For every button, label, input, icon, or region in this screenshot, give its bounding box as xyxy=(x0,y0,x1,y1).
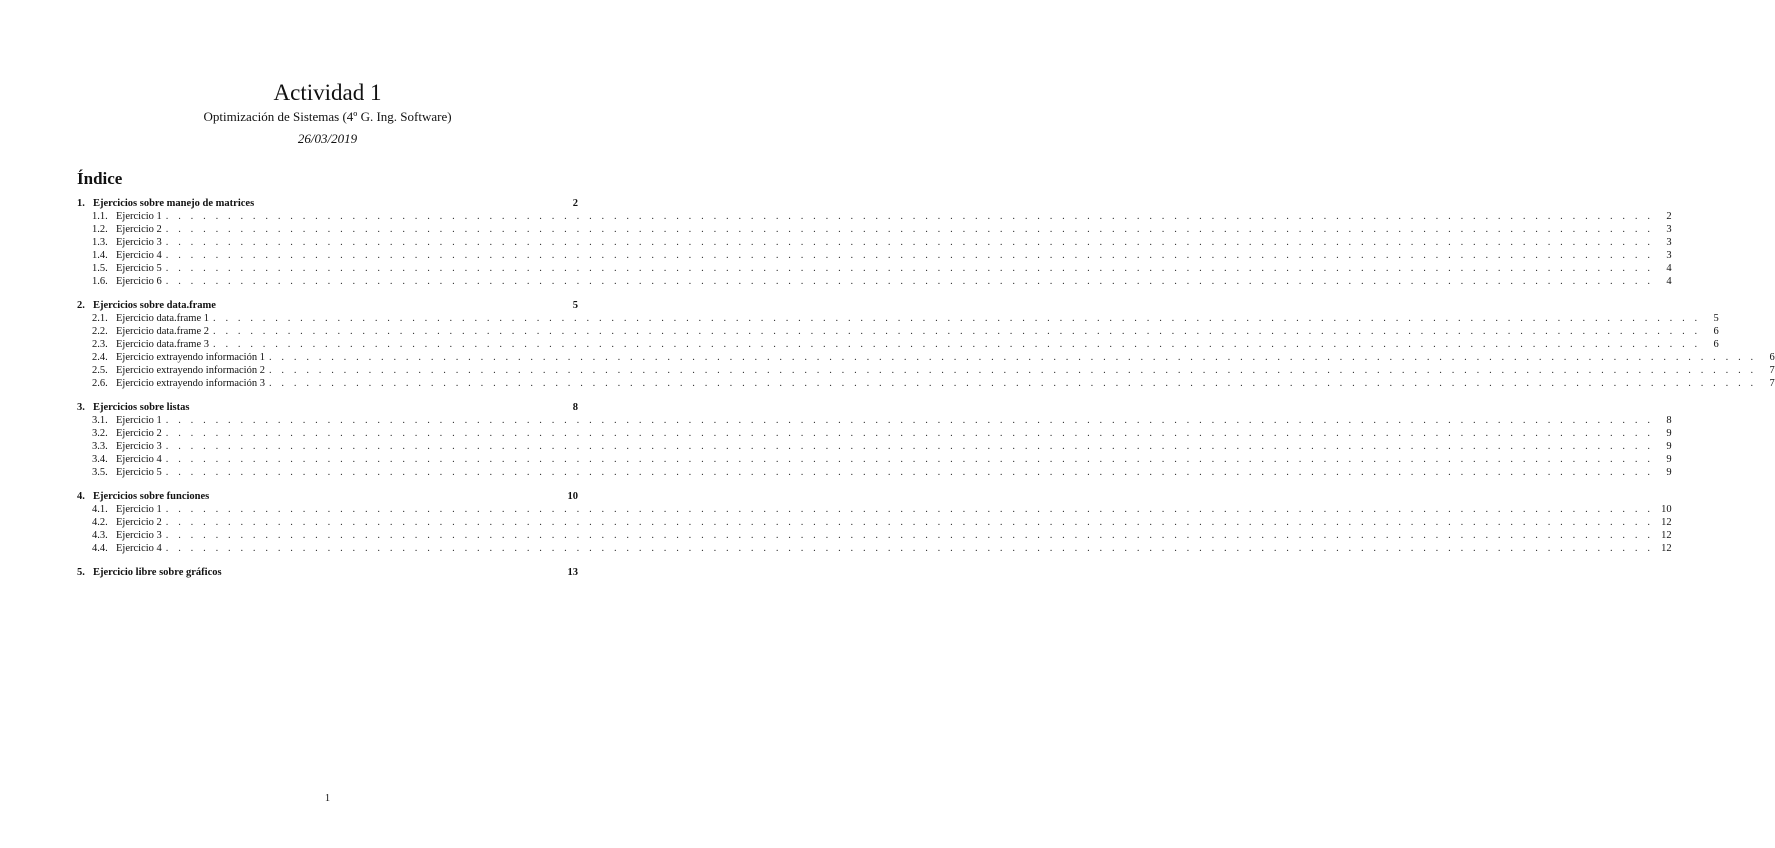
toc-subsection-number: 2.3. xyxy=(92,339,108,350)
toc-subsection-page: 4 xyxy=(1666,263,1672,274)
toc-subsection-title: Ejercicio 3 xyxy=(116,441,162,452)
table-of-contents xyxy=(77,197,1775,579)
toc-subsection-page: 3 xyxy=(1666,250,1672,261)
toc-subsection-title: Ejercicio 5 xyxy=(116,467,162,478)
toc-subsection-page: 9 xyxy=(1666,454,1672,465)
toc-subsection-page: 6 xyxy=(1713,326,1719,337)
toc-subsection-page: 8 xyxy=(1666,415,1672,426)
toc-dot-leader: . . . . . . . . . . . . . . . . . . . . . . . . . . . . . . . . . . . . . . . . . . . . . . . . . . . . . . . . . . . . . . . . . . . . . . . . . . . . . . . . . . . . . . . . . . . . . . . . . . . . . . . . . . . . . . . . . . . . . . . . xyxy=(165,276,1654,287)
toc-section-entry[interactable] xyxy=(77,401,578,414)
toc-dot-leader: . . . . . . . . . . . . . . . . . . . . . . . . . . . . . . . . . . . . . . . . . . . . . . . . . . . . . . . . . . . . . . . . . . . . . . . . . . . . . . . . . . . . . . . . . . . . . . . . . . . . . . . . . . . . . . . . . . . . . . . . xyxy=(165,428,1654,439)
toc-dot-leader: . . . . . . . . . . . . . . . . . . . . . . . . . . . . . . . . . . . . . . . . . . . . . . . . . . . . . . . . . . . . . . . . . . . . . . . . . . . . . . . . . . . . . . . . . . . . . . . . . . . . . . . . . . . . . . . . . . . . . . . . xyxy=(165,250,1654,261)
document-title: Actividad 1 xyxy=(273,80,382,105)
toc-section-number: 1. xyxy=(77,198,85,209)
toc-subsection-title: Ejercicio extrayendo información 3 xyxy=(116,378,265,389)
toc-subsection-entry[interactable] xyxy=(77,427,1672,440)
toc-subsection-entry[interactable] xyxy=(77,262,1672,275)
toc-subsection-number: 3.2. xyxy=(92,428,108,439)
toc-subsection-title: Ejercicio 6 xyxy=(116,276,162,287)
toc-section-number: 4. xyxy=(77,491,85,502)
toc-subsection-page: 9 xyxy=(1666,441,1672,452)
toc-dot-leader: . . . . . . . . . . . . . . . . . . . . . . . . . . . . . . . . . . . . . . . . . . . . . . . . . . . . . . . . . . . . . . . . . . . . . . . . . . . . . . . . . . . . . . . . . . . . . . . . . . . . . . . . . . . . . . . . . . . . . . . . xyxy=(165,543,1654,554)
toc-dot-leader: . . . . . . . . . . . . . . . . . . . . . . . . . . . . . . . . . . . . . . . . . . . . . . . . . . . . . . . . . . . . . . . . . . . . . . . . . . . . . . . . . . . . . . . . . . . . . . . . . . . . . . . . . . . . . . . . . . . . . . . . xyxy=(165,224,1654,235)
toc-section-gap xyxy=(77,390,578,401)
toc-subsection-entry[interactable] xyxy=(77,542,1672,555)
toc-subsection-number: 4.2. xyxy=(92,517,108,528)
toc-subsection-page: 3 xyxy=(1666,224,1672,235)
toc-subsection-title: Ejercicio data.frame 3 xyxy=(116,339,209,350)
toc-dot-leader: . . . . . . . . . . . . . . . . . . . . . . . . . . . . . . . . . . . . . . . . . . . . . . . . . . . . . . . . . . . . . . . . . . . . . . . . . . . . . . . . . . . . . . . . . . . . . . . . . . . . . . . . . . . . . . . . . . . . . . . . xyxy=(165,237,1654,248)
toc-subsection-entry[interactable] xyxy=(77,516,1672,529)
toc-subsection-title: Ejercicio 2 xyxy=(116,517,162,528)
toc-subsection-number: 1.3. xyxy=(92,237,108,248)
toc-subsection-page: 7 xyxy=(1769,378,1775,389)
toc-subsection-page: 12 xyxy=(1661,517,1672,528)
toc-subsection-number: 1.5. xyxy=(92,263,108,274)
toc-subsection-title: Ejercicio 3 xyxy=(116,237,162,248)
toc-subsection-page: 2 xyxy=(1666,211,1672,222)
toc-section-gap xyxy=(77,288,578,299)
toc-subsection-number: 1.6. xyxy=(92,276,108,287)
toc-subsection-page: 3 xyxy=(1666,237,1672,248)
toc-section-number: 3. xyxy=(77,402,85,413)
toc-section-number: 2. xyxy=(77,300,85,311)
toc-subsection-page: 10 xyxy=(1661,504,1672,515)
toc-dot-leader: . . . . . . . . . . . . . . . . . . . . . . . . . . . . . . . . . . . . . . . . . . . . . . . . . . . . . . . . . . . . . . . . . . . . . . . . . . . . . . . . . . . . . . . . . . . . . . . . . . . . . . . . . . . . . . . . . . . . . . . . xyxy=(213,339,1701,350)
toc-subsection-entry[interactable] xyxy=(77,275,1672,288)
toc-subsection-title: Ejercicio 4 xyxy=(116,454,162,465)
toc-subsection-title: Ejercicio data.frame 1 xyxy=(116,313,209,324)
toc-subsection-entry[interactable] xyxy=(77,312,1719,325)
toc-dot-leader: . . . . . . . . . . . . . . . . . . . . . . . . . . . . . . . . . . . . . . . . . . . . . . . . . . . . . . . . . . . . . . . . . . . . . . . . . . . . . . . . . . . . . . . . . . . . . . . . . . . . . . . . . . . . . . . . . . . . . . . . xyxy=(165,441,1654,452)
toc-dot-leader: . . . . . . . . . . . . . . . . . . . . . . . . . . . . . . . . . . . . . . . . . . . . . . . . . . . . . . . . . . . . . . . . . . . . . . . . . . . . . . . . . . . . . . . . . . . . . . . . . . . . . . . . . . . . . . . . . . . . . . . . xyxy=(268,365,1757,376)
toc-dot-leader: . . . . . . . . . . . . . . . . . . . . . . . . . . . . . . . . . . . . . . . . . . . . . . . . . . . . . . . . . . . . . . . . . . . . . . . . . . . . . . . . . . . . . . . . . . . . . . . . . . . . . . . . . . . . . . . . . . . . . . . . xyxy=(165,504,1654,515)
toc-subsection-entry[interactable] xyxy=(77,351,1775,364)
toc-subsection-number: 4.3. xyxy=(92,530,108,541)
toc-section-gap xyxy=(77,555,578,566)
toc-dot-leader: . . . . . . . . . . . . . . . . . . . . . . . . . . . . . . . . . . . . . . . . . . . . . . . . . . . . . . . . . . . . . . . . . . . . . . . . . . . . . . . . . . . . . . . . . . . . . . . . . . . . . . . . . . . . . . . . . . . . . . . . xyxy=(213,326,1701,337)
toc-dot-leader: . . . . . . . . . . . . . . . . . . . . . . . . . . . . . . . . . . . . . . . . . . . . . . . . . . . . . . . . . . . . . . . . . . . . . . . . . . . . . . . . . . . . . . . . . . . . . . . . . . . . . . . . . . . . . . . . . . . . . . . . xyxy=(165,517,1654,528)
toc-section-title: Ejercicios sobre data.frame xyxy=(93,300,216,311)
toc-subsection-number: 2.5. xyxy=(92,365,108,376)
toc-subsection-title: Ejercicio data.frame 2 xyxy=(116,326,209,337)
toc-section-title: Ejercicios sobre manejo de matrices xyxy=(93,198,255,209)
toc-section-entry[interactable] xyxy=(77,299,578,312)
toc-dot-leader: . . . . . . . . . . . . . . . . . . . . . . . . . . . . . . . . . . . . . . . . . . . . . . . . . . . . . . . . . . . . . . . . . . . . . . . . . . . . . . . . . . . . . . . . . . . . . . . . . . . . . . . . . . . . . . . . . . . . . . . . xyxy=(165,467,1654,478)
toc-subsection-title: Ejercicio 5 xyxy=(116,263,162,274)
toc-subsection-title: Ejercicio extrayendo información 2 xyxy=(116,365,265,376)
toc-subsection-number: 2.2. xyxy=(92,326,108,337)
toc-subsection-page: 9 xyxy=(1666,467,1672,478)
toc-subsection-number: 2.1. xyxy=(92,313,108,324)
toc-section-entry[interactable] xyxy=(77,197,578,210)
toc-section-page: 8 xyxy=(572,402,578,413)
toc-subsection-title: Ejercicio extrayendo información 1 xyxy=(116,352,265,363)
toc-section-title: Ejercicios sobre listas xyxy=(93,402,190,413)
toc-subsection-number: 1.2. xyxy=(92,224,108,235)
toc-section-number: 5. xyxy=(77,567,85,578)
toc-dot-leader: . . . . . . . . . . . . . . . . . . . . . . . . . . . . . . . . . . . . . . . . . . . . . . . . . . . . . . . . . . . . . . . . . . . . . . . . . . . . . . . . . . . . . . . . . . . . . . . . . . . . . . . . . . . . . . . . . . . . . . . . xyxy=(165,415,1654,426)
toc-subsection-entry[interactable] xyxy=(77,338,1719,351)
toc-section-page: 2 xyxy=(572,198,578,209)
page-number: 1 xyxy=(324,793,331,804)
toc-subsection-page: 6 xyxy=(1769,352,1775,363)
toc-subsection-entry[interactable] xyxy=(77,377,1775,390)
toc-subsection-page: 6 xyxy=(1713,339,1719,350)
toc-subsection-page: 9 xyxy=(1666,428,1672,439)
toc-subsection-entry[interactable] xyxy=(77,223,1672,236)
toc-subsection-title: Ejercicio 2 xyxy=(116,428,162,439)
toc-subsection-number: 4.4. xyxy=(92,543,108,554)
toc-section-page: 13 xyxy=(567,567,578,578)
toc-subsection-page: 5 xyxy=(1713,313,1719,324)
toc-section-title: Ejercicios sobre funciones xyxy=(93,491,210,502)
toc-section-page: 5 xyxy=(572,300,578,311)
toc-subsection-entry[interactable] xyxy=(77,529,1672,542)
toc-subsection-title: Ejercicio 4 xyxy=(116,543,162,554)
toc-subsection-number: 1.4. xyxy=(92,250,108,261)
toc-dot-leader: . . . . . . . . . . . . . . . . . . . . . . . . . . . . . . . . . . . . . . . . . . . . . . . . . . . . . . . . . . . . . . . . . . . . . . . . . . . . . . . . . . . . . . . . . . . . . . . . . . . . . . . . . . . . . . . . . . . . . . . . xyxy=(268,378,1757,389)
toc-dot-leader: . . . . . . . . . . . . . . . . . . . . . . . . . . . . . . . . . . . . . . . . . . . . . . . . . . . . . . . . . . . . . . . . . . . . . . . . . . . . . . . . . . . . . . . . . . . . . . . . . . . . . . . . . . . . . . . . . . . . . . . . xyxy=(213,313,1701,324)
toc-subsection-title: Ejercicio 1 xyxy=(116,504,162,515)
toc-subsection-entry[interactable] xyxy=(77,210,1672,223)
toc-subsection-entry[interactable] xyxy=(77,236,1672,249)
toc-subsection-number: 4.1. xyxy=(92,504,108,515)
toc-section-gap xyxy=(77,479,578,490)
toc-subsection-number: 2.6. xyxy=(92,378,108,389)
toc-dot-leader: . . . . . . . . . . . . . . . . . . . . . . . . . . . . . . . . . . . . . . . . . . . . . . . . . . . . . . . . . . . . . . . . . . . . . . . . . . . . . . . . . . . . . . . . . . . . . . . . . . . . . . . . . . . . . . . . . . . . . . . . xyxy=(165,211,1654,222)
toc-subsection-title: Ejercicio 1 xyxy=(116,415,162,426)
toc-section-page: 10 xyxy=(567,491,578,502)
toc-subsection-entry[interactable] xyxy=(77,364,1775,377)
toc-subsection-page: 12 xyxy=(1661,530,1672,541)
toc-subsection-number: 3.3. xyxy=(92,441,108,452)
toc-subsection-number: 1.1. xyxy=(92,211,108,222)
toc-subsection-entry[interactable] xyxy=(77,249,1672,262)
toc-subsection-title: Ejercicio 1 xyxy=(116,211,162,222)
toc-dot-leader: . . . . . . . . . . . . . . . . . . . . . . . . . . . . . . . . . . . . . . . . . . . . . . . . . . . . . . . . . . . . . . . . . . . . . . . . . . . . . . . . . . . . . . . . . . . . . . . . . . . . . . . . . . . . . . . . . . . . . . . . xyxy=(165,530,1654,541)
toc-subsection-entry[interactable] xyxy=(77,440,1672,453)
toc-subsection-entry[interactable] xyxy=(77,325,1719,338)
toc-subsection-title: Ejercicio 2 xyxy=(116,224,162,235)
document-subtitle: Optimización de Sistemas (4º G. Ing. Software) xyxy=(203,109,452,124)
toc-dot-leader: . . . . . . . . . . . . . . . . . . . . . . . . . . . . . . . . . . . . . . . . . . . . . . . . . . . . . . . . . . . . . . . . . . . . . . . . . . . . . . . . . . . . . . . . . . . . . . . . . . . . . . . . . . . . . . . . . . . . . . . . xyxy=(165,263,1654,274)
toc-section-title: Ejercicio libre sobre gráficos xyxy=(93,567,222,578)
toc-subsection-page: 4 xyxy=(1666,276,1672,287)
toc-subsection-title: Ejercicio 3 xyxy=(116,530,162,541)
toc-subsection-page: 7 xyxy=(1769,365,1775,376)
toc-heading: Índice xyxy=(77,169,123,188)
toc-subsection-entry[interactable] xyxy=(77,466,1672,479)
toc-subsection-number: 3.5. xyxy=(92,467,108,478)
toc-subsection-entry[interactable] xyxy=(77,414,1672,427)
toc-section-entry[interactable] xyxy=(77,566,578,579)
document-date: 26/03/2019 xyxy=(297,131,358,146)
toc-subsection-number: 2.4. xyxy=(92,352,108,363)
toc-subsection-page: 12 xyxy=(1661,543,1672,554)
toc-dot-leader: . . . . . . . . . . . . . . . . . . . . . . . . . . . . . . . . . . . . . . . . . . . . . . . . . . . . . . . . . . . . . . . . . . . . . . . . . . . . . . . . . . . . . . . . . . . . . . . . . . . . . . . . . . . . . . . . . . . . . . . . xyxy=(165,454,1654,465)
toc-dot-leader: . . . . . . . . . . . . . . . . . . . . . . . . . . . . . . . . . . . . . . . . . . . . . . . . . . . . . . . . . . . . . . . . . . . . . . . . . . . . . . . . . . . . . . . . . . . . . . . . . . . . . . . . . . . . . . . . . . . . . . . . xyxy=(268,352,1757,363)
toc-section-entry[interactable] xyxy=(77,490,578,503)
toc-subsection-entry[interactable] xyxy=(77,503,1672,516)
toc-subsection-number: 3.1. xyxy=(92,415,108,426)
toc-subsection-number: 3.4. xyxy=(92,454,108,465)
toc-subsection-title: Ejercicio 4 xyxy=(116,250,162,261)
toc-subsection-entry[interactable] xyxy=(77,453,1672,466)
